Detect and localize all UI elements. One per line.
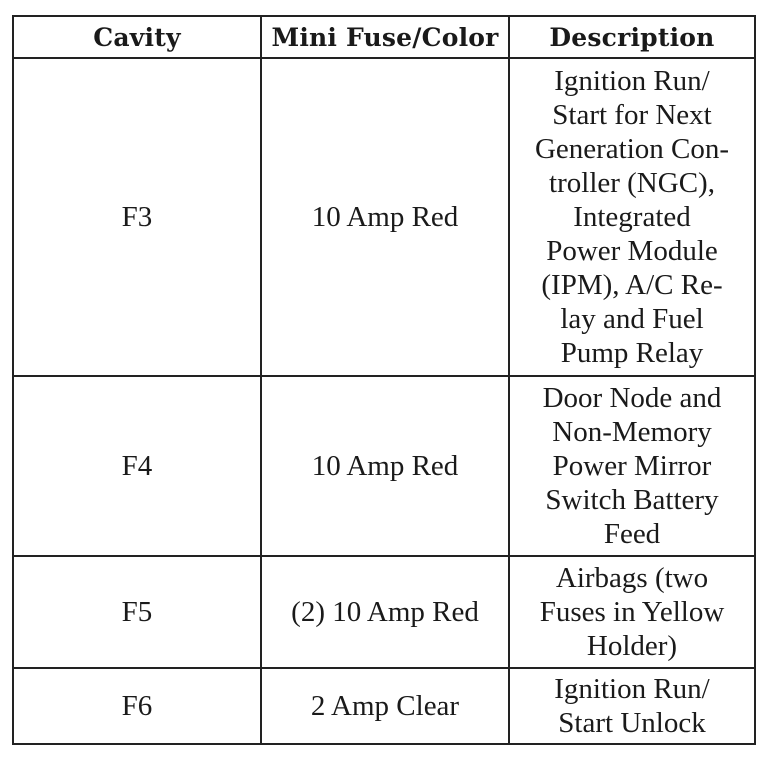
description-line: Door Node and <box>542 382 722 414</box>
fuse-cell: 10 Amp Red <box>261 376 509 556</box>
description-line: Power Module <box>546 235 718 267</box>
description-line: Generation Con- <box>534 133 730 165</box>
description-cell <box>509 556 755 668</box>
description-line: (IPM), A/C Re- <box>541 269 723 301</box>
description-line: Non-Memory <box>552 416 712 448</box>
fuse-table <box>12 15 756 745</box>
fuse-cell: 2 Amp Clear <box>261 668 509 744</box>
description-cell <box>509 668 755 744</box>
header-description: Description <box>509 16 755 58</box>
description-line: Pump Relay <box>560 337 704 369</box>
description-cell <box>509 376 755 556</box>
header-cavity: Cavity <box>13 16 261 58</box>
description-line: Start for Next <box>552 99 712 131</box>
fuse-cell: 10 Amp Red <box>261 58 509 376</box>
description-line: lay and Fuel <box>560 303 704 335</box>
cavity-cell: F5 <box>13 556 261 668</box>
cavity-cell: F6 <box>13 668 261 744</box>
cavity-cell: F3 <box>13 58 261 376</box>
description-line: Power Mirror <box>552 450 712 482</box>
header-row <box>13 16 755 58</box>
description-line: Integrated <box>573 201 691 233</box>
header-mini-fuse-color: Mini Fuse/Color <box>261 16 509 58</box>
description-line: Fuses in Yellow <box>539 596 725 628</box>
table-row <box>13 58 755 376</box>
table-row <box>13 668 755 744</box>
description-line: Holder) <box>586 630 678 662</box>
description-line: Feed <box>603 518 661 550</box>
cavity-cell: F4 <box>13 376 261 556</box>
description-line: troller (NGC), <box>549 167 715 199</box>
table-row <box>13 376 755 556</box>
description-line: Ignition Run/ <box>554 65 710 97</box>
table-row <box>13 556 755 668</box>
description-line: Ignition Run/ <box>554 673 710 705</box>
description-line: Switch Battery <box>545 484 719 516</box>
fuse-cell: (2) 10 Amp Red <box>261 556 509 668</box>
description-line: Start Unlock <box>558 707 706 739</box>
description-cell <box>509 58 755 376</box>
description-line: Airbags (two <box>555 562 709 594</box>
